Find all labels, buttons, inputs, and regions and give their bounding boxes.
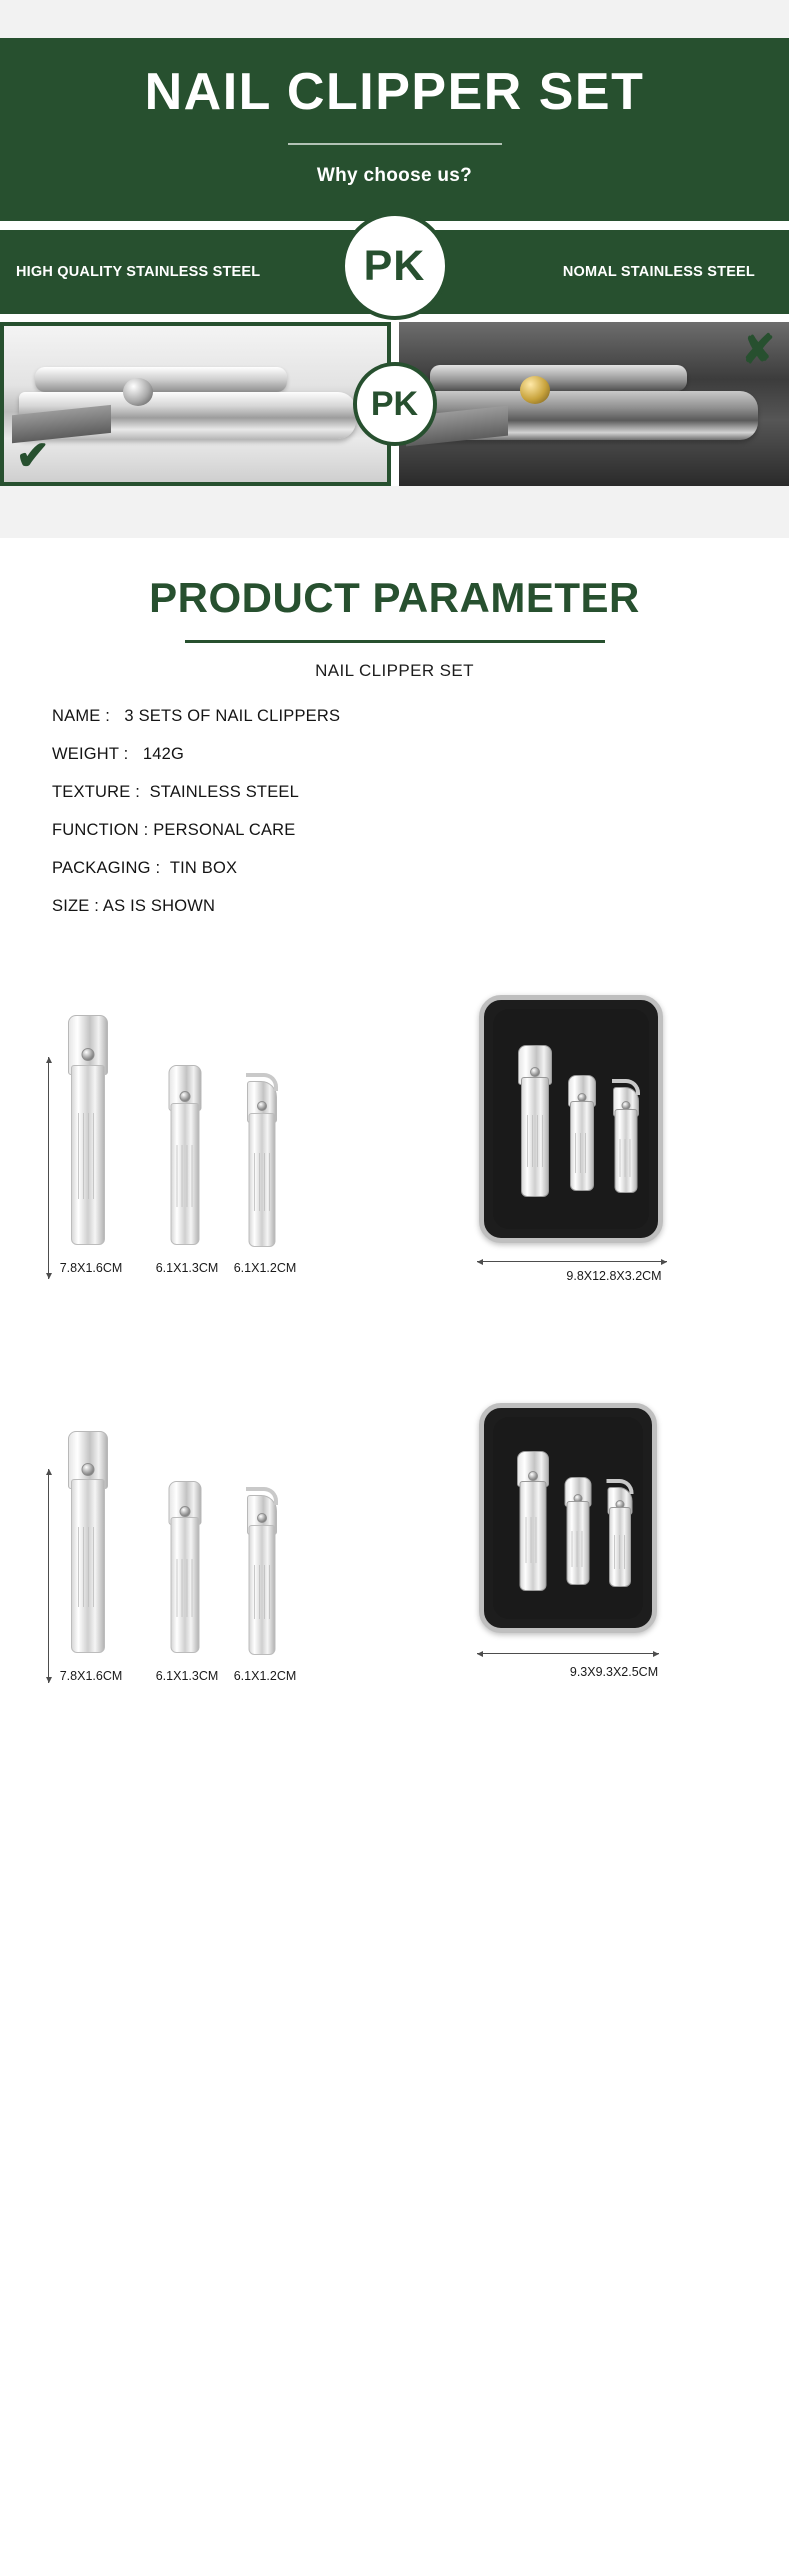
clipper-photo-good: [4, 326, 387, 482]
spec-value: 3 SETS OF NAIL CLIPPERS: [124, 707, 341, 726]
spec-key: PACKAGING :: [52, 859, 161, 878]
page-title: NAIL CLIPPER SET: [144, 63, 645, 121]
tin-box: [479, 1403, 657, 1633]
clipper-large: [66, 1431, 110, 1653]
clipper-large: [66, 1015, 110, 1245]
spec-row: [52, 897, 789, 916]
tin-box-inner: [493, 1009, 649, 1229]
compare-left-label: HIGH QUALITY STAINLESS STEEL: [16, 264, 261, 281]
pk-badge-top: [341, 212, 449, 320]
spec-key: NAME :: [52, 707, 111, 726]
size-block-1: [0, 981, 789, 1311]
hero-divider: [288, 143, 502, 145]
comparison-photos: [0, 322, 789, 486]
spec-value: PERSONAL CARE: [153, 821, 296, 840]
cross-icon: ✘: [741, 328, 775, 373]
pk-badge-middle-text: PK: [370, 384, 419, 423]
section-spacer: [0, 486, 789, 538]
clipper-group-2: [30, 1395, 360, 1695]
clipper-size-label: 6.1X1.3CM: [155, 1261, 219, 1276]
pk-badge-middle: [353, 362, 437, 446]
clipper-size-label: 6.1X1.2CM: [233, 1261, 297, 1276]
tin-clipper-small: [603, 1479, 637, 1585]
parameter-title: PRODUCT PARAMETER: [149, 574, 640, 622]
top-spacer: [0, 0, 789, 38]
spec-value: 142G: [142, 745, 184, 764]
comparison-header: [0, 230, 789, 314]
clipper-small: [244, 1071, 280, 1245]
spec-value: AS IS SHOWN: [102, 897, 216, 916]
compare-right-label: NOMAL STAINLESS STEEL: [562, 264, 755, 281]
clipper-size-label: 6.1X1.3CM: [155, 1669, 219, 1684]
spec-row: [52, 821, 789, 840]
spec-key: WEIGHT :: [52, 745, 129, 764]
clipper-size-label: 6.1X1.2CM: [233, 1669, 297, 1684]
tin-clipper-large: [515, 1045, 555, 1197]
spec-row: [52, 783, 789, 802]
spec-list: [52, 707, 789, 916]
spec-row: [52, 859, 789, 878]
size-block-2: [0, 1389, 789, 1719]
tin-box: [479, 995, 663, 1243]
box-size-label: 9.3X9.3X2.5CM: [569, 1665, 659, 1680]
spec-key: TEXTURE :: [52, 783, 140, 802]
clipper-medium: [166, 1481, 204, 1653]
box-size-label: 9.8X12.8X3.2CM: [566, 1269, 662, 1284]
clipper-small: [244, 1485, 280, 1653]
hero-subtitle: Why choose us?: [316, 165, 473, 187]
tin-clipper-medium: [561, 1477, 595, 1585]
spec-key: FUNCTION :: [52, 821, 149, 840]
photo-normal-quality: [399, 322, 789, 486]
parameter-section: [0, 538, 789, 945]
check-icon: ✔: [16, 434, 50, 479]
spec-row: [52, 707, 789, 726]
box-width-dimension: [477, 1653, 659, 1654]
spec-value: TIN BOX: [169, 859, 238, 878]
photo-good-quality: [0, 322, 391, 486]
spec-row: [52, 745, 789, 764]
clipper-size-label: 7.8X1.6CM: [59, 1669, 123, 1684]
tin-box-inner: [493, 1417, 643, 1619]
tin-clipper-medium: [565, 1075, 599, 1191]
clipper-medium: [166, 1065, 204, 1245]
pk-badge-top-text: PK: [363, 241, 426, 290]
tin-clipper-small: [609, 1079, 643, 1191]
tin-clipper-large: [513, 1451, 553, 1591]
spec-key: SIZE :: [52, 897, 100, 916]
clipper-group-1: [30, 987, 360, 1287]
spec-value: STAINLESS STEEL: [149, 783, 299, 802]
tin-box-group-1: [469, 987, 759, 1287]
height-dimension-large: [48, 1469, 49, 1683]
parameter-divider: [185, 640, 605, 643]
parameter-subtitle: NAIL CLIPPER SET: [315, 661, 474, 681]
tin-box-group-2: [469, 1395, 759, 1695]
clipper-size-label: 7.8X1.6CM: [59, 1261, 123, 1276]
height-dimension-large: [48, 1057, 49, 1279]
box-width-dimension: [477, 1261, 667, 1262]
clipper-photo-normal: [399, 322, 789, 486]
hero-banner: [0, 38, 789, 221]
